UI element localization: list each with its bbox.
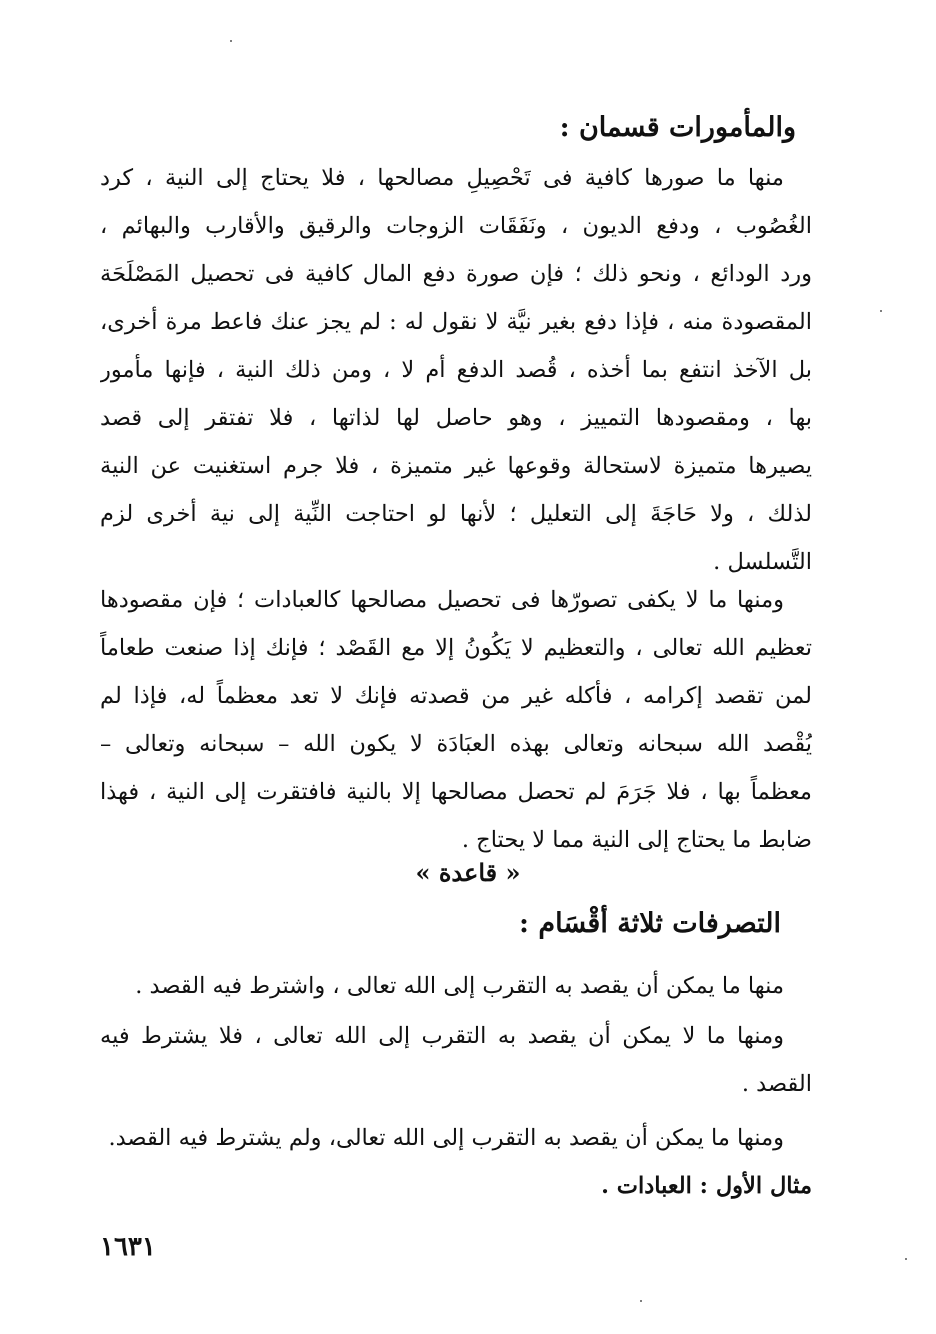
text-line: يصيرها متميزة لاستحالة وقوعها غير متميزة ، فلا جرم استغنيت عن النية	[100, 453, 812, 479]
text-line: بل الآخذ انتفع بما أخذه ، قُصد الدفع أم لا ، ومن ذلك النية ، فإنها مأمور	[100, 357, 812, 383]
item-2	[100, 1012, 812, 1108]
scan-speck	[905, 1258, 907, 1260]
scan-speck	[640, 1300, 642, 1302]
paragraph-1	[100, 154, 812, 586]
scan-speck	[230, 40, 232, 42]
text-line: لمن تقصد إكرامه ، فأكله غير من قصدته فإنك لا تعد معظماً له، فإذا لم	[100, 683, 812, 709]
section-heading: والمأمورات قسمان :	[559, 112, 796, 143]
item-3	[100, 1114, 812, 1210]
text-line: الغُصُوب ، ودفع الديون ، ونَفَقَات الزوجات والرقيق والأقارب والبهائم ،	[100, 213, 812, 239]
text-line: منها ما صورها كافية فى تَحْصِيلِ مصالحها ، فلا يحتاج إلى النية ، كرد	[100, 165, 784, 191]
text-line: ومنها ما يمكن أن يقصد به التقرب إلى الله تعالى، ولم يشترط فيه القصد.	[108, 1125, 784, 1151]
rule-title: « قاعدة »	[415, 858, 521, 887]
text-line: لذلك ، ولا حَاجَةَ إلى التعليل ؛ لأنها لو احتاجت النِّية إلى نية أخرى لزم	[100, 501, 812, 527]
text-line: ضابط ما يحتاج إلى النية مما لا يحتاج .	[461, 827, 812, 853]
paragraph-2	[100, 576, 812, 864]
text-line: مثال الأول : العبادات .	[601, 1173, 812, 1199]
scan-speck	[880, 310, 882, 312]
text-line: معظماً بها ، فلا جَرَمَ لم تحصل مصالحها إلا بالنية فافتقرت إلى النية ، فهذا	[100, 779, 812, 805]
text-line: المقصودة منه ، فإذا دفع بغير نيَّة لا نقول له : لم يجز عنك فاعط مرة أخرى،	[100, 309, 812, 335]
text-line: ومنها ما لا يكفى تصورّها فى تحصيل مصالحها كالعبادات ؛ فإن مقصودها	[100, 587, 784, 613]
text-line: يُقْصد الله سبحانه وتعالى بهذه العبَادَة لا يكون الله – سبحانه وتعالى –	[100, 731, 812, 757]
page-number: ١٦٣١	[100, 1232, 156, 1262]
sub-heading: التصرفات ثلاثة أقْسَام :	[519, 908, 781, 939]
text-line: التَّسلسل .	[713, 549, 812, 575]
text-line: تعظيم الله تعالى ، والتعظيم لا يَكُونُ إلا مع القَصْد ؛ فإنك إذا صنعت طعاماً	[100, 635, 812, 661]
item-1	[100, 962, 812, 1010]
text-line: منها ما يمكن أن يقصد به التقرب إلى الله تعالى ، واشترط فيه القصد .	[135, 973, 784, 999]
text-line: القصد .	[741, 1071, 812, 1097]
text-line: ورد الودائع ، ونحو ذلك ؛ فإن صورة دفع المال كافية فى تحصيل المَصْلَحَة	[100, 261, 812, 287]
text-line: ومنها ما لا يمكن أن يقصد به التقرب إلى الله تعالى ، فلا يشترط فيه	[100, 1023, 784, 1049]
text-line: بها ، ومقصودها التمييز ، وهو حاصل لها لذاتها ، فلا تفتقر إلى قصد	[100, 405, 812, 431]
